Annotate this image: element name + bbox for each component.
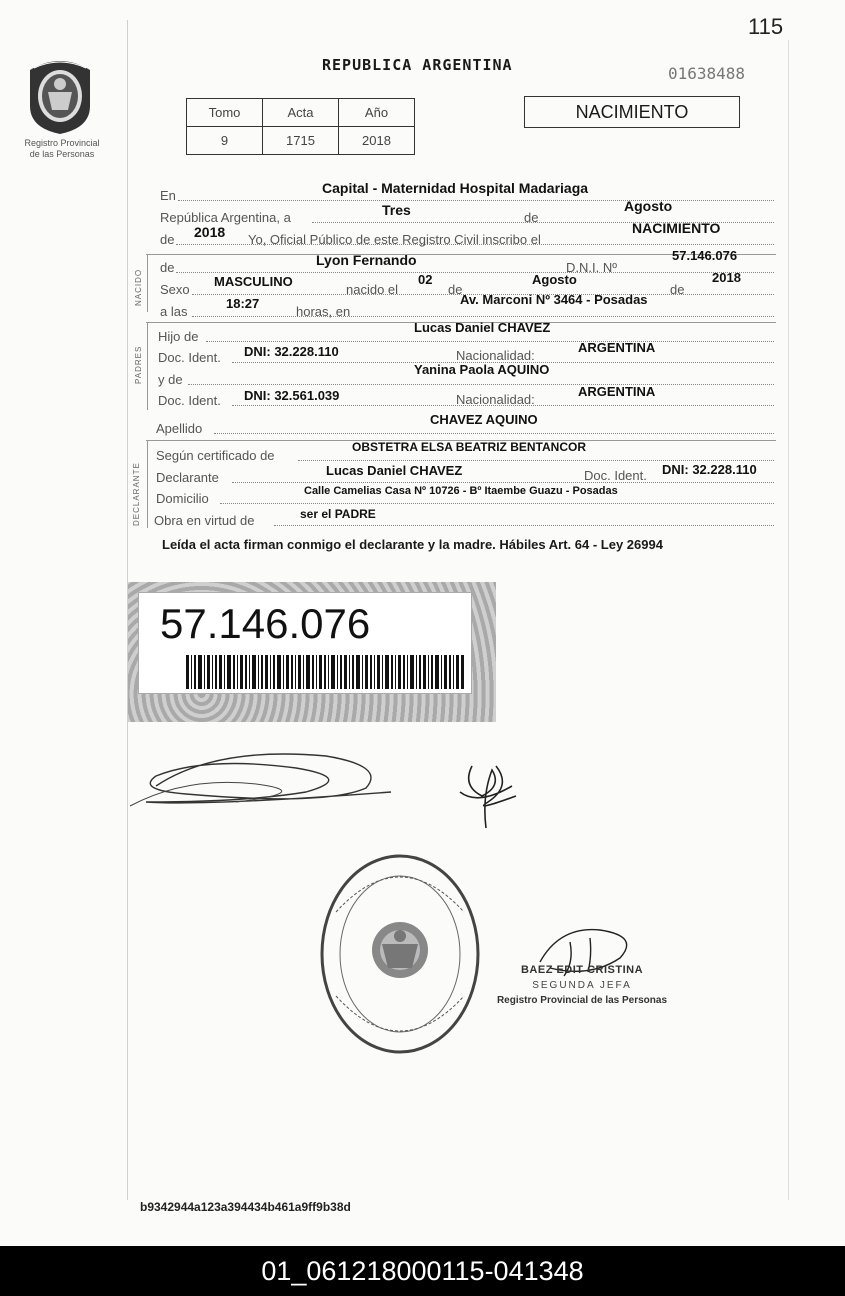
apellido-label: Apellido (156, 421, 203, 436)
official-seal-icon (318, 852, 482, 1056)
barcode-icon (186, 655, 464, 689)
hijo-de-label: Hijo de (158, 329, 199, 344)
birth-de2-label: de (670, 282, 685, 297)
document-hash: b9342944a123a394434b461a9ff9b38d (140, 1200, 351, 1214)
declarante-section-label: DECLARANTE (132, 462, 141, 526)
doc-type-box: NACIMIENTO (524, 96, 740, 128)
father-doc-label: Doc. Ident. (158, 350, 221, 365)
horas-label: horas, en (296, 304, 351, 319)
nacido-el-label: nacido el (346, 282, 399, 297)
acta-header: Acta (263, 99, 339, 127)
nacido-de-label: de (160, 260, 175, 275)
birth-address-value: Av. Marconi Nº 3464 - Posadas (460, 292, 648, 307)
certificado-label: Según certificado de (156, 448, 275, 463)
mother-nationality-value: ARGENTINA (578, 384, 656, 399)
tomo-value: 9 (187, 127, 263, 155)
de-label-2: de (160, 232, 175, 247)
father-nat-label: Nacionalidad: (456, 348, 535, 363)
en-label: En (160, 188, 176, 203)
signer-role: SEGUNDA JEFA (532, 980, 632, 991)
closing-text: Leída el acta firman conmigo el declarante y la madre. Hábiles Art. 64 - Ley 26994 (162, 537, 663, 552)
place-value: Capital - Maternidad Hospital Madariaga (322, 180, 589, 196)
registry-name-line2: de las Personas (29, 149, 95, 159)
republica-label: República Argentina, a (160, 210, 291, 225)
signer-name: BAEZ EDIT CRISTINA (520, 964, 644, 976)
declarante-label: Declarante (156, 470, 219, 485)
mother-doc-value: DNI: 32.561.039 (244, 388, 340, 403)
y-de-label: y de (158, 372, 183, 387)
father-name-value: Lucas Daniel CHAVEZ (414, 320, 551, 335)
birth-year-value: 2018 (712, 270, 741, 285)
declarant-signature-icon (126, 736, 396, 816)
registry-name-line1: Registro Provincial (24, 138, 100, 148)
declarante-doc-value: DNI: 32.228.110 (662, 462, 757, 477)
child-name-value: Lyon Fernando (316, 252, 417, 268)
father-nationality-value: ARGENTINA (578, 340, 656, 355)
document-title: REPUBLICA ARGENTINA (322, 56, 513, 74)
tomo-header: Tomo (187, 99, 263, 127)
signer-org: Registro Provincial de las Personas (496, 995, 668, 1006)
day-word-value: Tres (382, 202, 411, 218)
sexo-value: MASCULINO (214, 274, 293, 289)
birth-de-label: de (448, 282, 463, 297)
province-crest-icon (24, 50, 96, 136)
obra-value: ser el PADRE (300, 507, 376, 521)
declarante-value: Lucas Daniel CHAVEZ (326, 463, 463, 478)
anio-value: 2018 (339, 127, 415, 155)
sexo-label: Sexo (160, 282, 190, 297)
de-label: de (524, 210, 539, 225)
registry-name (10, 138, 114, 160)
year-value: 2018 (194, 224, 226, 240)
inscribo-value: NACIMIENTO (632, 220, 721, 236)
dni-label: D.N.I. Nº (566, 260, 617, 275)
yo-text: Yo, Oficial Público de este Registro Civil inscribo el (248, 232, 541, 247)
birth-time-value: 18:27 (226, 296, 260, 311)
declarante-doc-label: Doc. Ident. (584, 468, 647, 483)
birth-day-value: 02 (418, 272, 433, 287)
id-sticker-number: 57.146.076 (160, 600, 371, 647)
nacido-section-label: NACIDO (134, 268, 143, 306)
month-value: Agosto (624, 198, 673, 214)
child-dni-value: 57.146.076 (672, 248, 738, 263)
apellido-value: CHAVEZ AQUINO (430, 412, 538, 427)
domicilio-value: Calle Camelias Casa Nº 10726 - Bº Itaembe Guazu - Posadas (304, 485, 618, 497)
margin-line-right (788, 40, 789, 1200)
page-number: 115 (748, 14, 784, 39)
footer-filename: 01_061218000115-041348 (0, 1246, 845, 1296)
obra-label: Obra en virtud de (154, 513, 255, 528)
acta-value: 1715 (263, 127, 339, 155)
padres-section-label: PADRES (134, 345, 143, 384)
anio-header: Año (339, 99, 415, 127)
tomo-acta-table (186, 98, 415, 155)
mother-signature-icon (452, 756, 522, 832)
mother-name-value: Yanina Paola AQUINO (414, 362, 550, 377)
a-las-label: a las (160, 304, 188, 319)
mother-doc-label: Doc. Ident. (158, 393, 221, 408)
father-doc-value: DNI: 32.228.110 (244, 344, 339, 359)
mother-nat-label: Nacionalidad: (456, 392, 535, 407)
domicilio-label: Domicilio (156, 491, 209, 506)
certificado-value: OBSTETRA ELSA BEATRIZ BENTANCOR (352, 440, 586, 454)
serial-number: 01638488 (668, 64, 746, 83)
birth-month-value: Agosto (532, 272, 577, 287)
